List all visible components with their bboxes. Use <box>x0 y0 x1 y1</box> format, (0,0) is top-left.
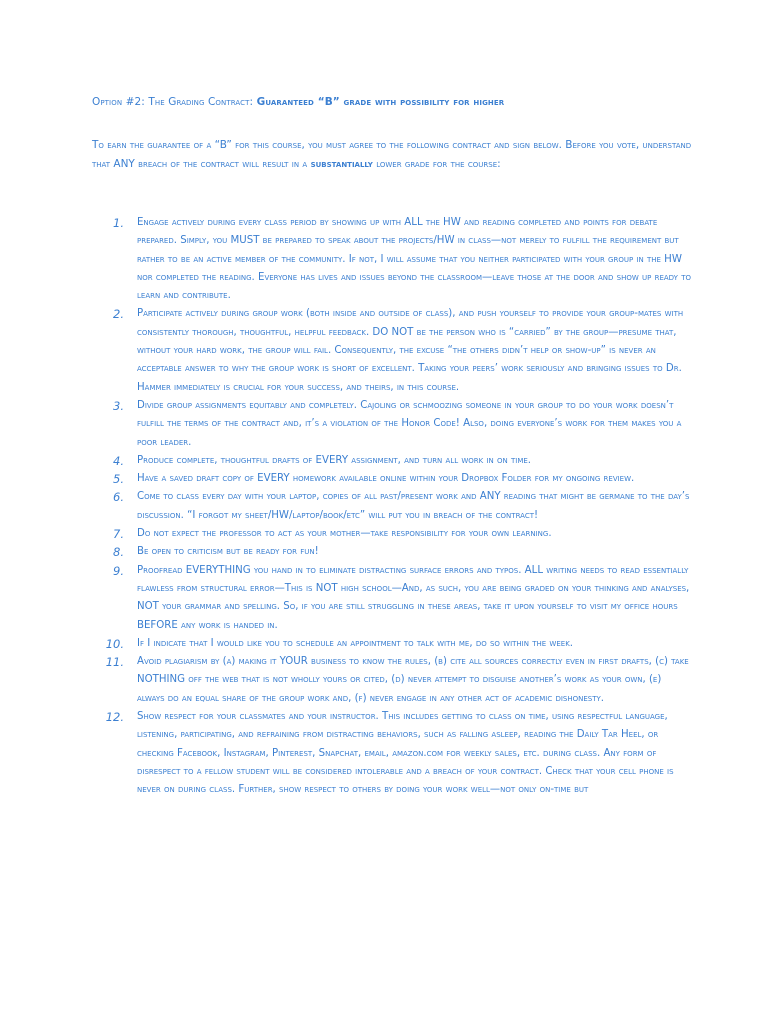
contract-term-8 <box>92 543 692 561</box>
intro-text-2: lower grade for the course: <box>376 157 501 170</box>
term-number: 1. <box>113 216 124 230</box>
term-text: Divide group assignments equitably and completely. Cajoling or schmoozing someone in your group to do your work doesn’t fulfill the terms of the contract and, it’s a violation of the Honor Code! Also, doing everyone’s work for them makes you a poor leader. <box>137 399 682 448</box>
term-number: 8. <box>113 545 124 560</box>
term-number: 11. <box>105 655 124 670</box>
term-number: 10. <box>105 636 124 651</box>
contract-term-2 <box>92 305 692 396</box>
term-number: 3. <box>113 398 124 413</box>
term-text: Come to class every day with your laptop, copies of all past/present work and ANY reading that might be germane to the day’s discussion. “I forgot my sheet/HW/laptop/book/etc” will put you in breach of the contract! <box>137 491 690 521</box>
term-text: Avoid plagiarism by (a) making it YOUR business to know the rules, (b) cite all sources correctly even in first drafts, (c) take NOTHING off the web that is not wholly yours or cited, (d) never attempt to disguise another’s work as your own, (e) always do an equal share of the group work and, (f) never engage in any other act of academic dishonesty. <box>137 656 689 704</box>
term-number: 12. <box>105 710 124 725</box>
term-number: 2. <box>113 307 124 322</box>
term-text: Have a saved draft copy of EVERY homework available online within your Dropbox Folder for my ongoing review. <box>137 473 635 485</box>
contract-term-10 <box>92 635 692 653</box>
title-prefix: Option #2: The Grading Contract: <box>92 96 254 108</box>
term-text: Participate actively during group work (both inside and outside of class), and push yourself to provide your group-mates with consistently thorough, thoughtful, helpful feedback. DO NOT be the person who is “carried” by the group—presume that, without your hard work, the group will fail. Consequently, the excuse “the others didn’t help or show-up” is never an acceptable answer to why the group work is short of excellent. Taking your peers’ work seriously and bringing issues to Dr. Hammer immediately is crucial for your success, and theirs, in this course. <box>137 308 684 393</box>
contract-term-3 <box>92 397 692 452</box>
term-text: Be open to criticism but be ready for fun! <box>137 546 319 558</box>
term-text: Do not expect the professor to act as your mother—take responsibility for your own learning. <box>137 528 552 540</box>
intro-text-1: To earn the guarantee of a “B” for this course, you must agree to the following contract and sign below. Before you vote, understand that ANY breach of the contract will result in a <box>92 139 692 170</box>
term-number: 4. <box>113 453 124 468</box>
contract-term-12 <box>92 708 692 799</box>
contract-title <box>92 96 504 108</box>
term-text: Show respect for your classmates and your instructor. This includes getting to class on time, using respectful language, listening, participating, and refraining from distracting behaviors, such as falling asleep, reading the Daily Tar Heel, or checking Facebook, Instagram, Pinterest, Snapchat, email, amazon.com for weekly sales, etc. during class. Any form of disrespect to a fellow student will be considered intolerable and a breach of your contract. Check that your cell phone is never on during class. Further, show respect to others by doing your work well—not only on-time but <box>137 711 674 796</box>
term-text: If I indicate that I would like you to schedule an appointment to talk with me, do so within the week. <box>137 637 574 649</box>
term-number: 9. <box>113 563 124 578</box>
contract-term-1 <box>92 214 692 305</box>
contract-term-11 <box>92 653 692 708</box>
contract-term-5 <box>92 470 692 488</box>
contract-terms-list <box>92 214 692 800</box>
term-number: 5. <box>113 472 124 487</box>
intro-emphasis: substantially <box>310 157 373 170</box>
intro-paragraph <box>92 136 692 173</box>
term-number: 6. <box>113 490 124 505</box>
term-text: Produce complete, thoughtful drafts of EVERY assignment, and turn all work in on time. <box>137 454 532 466</box>
term-number: 7. <box>113 527 124 542</box>
contract-term-9 <box>92 562 692 635</box>
term-text: Proofread EVERYTHING you hand in to eliminate distracting surface errors and typos. ALL writing needs to read essentially flawless from structural error—This is NOT high school—And, as such, you are being graded on your thinking and analyses, NOT your grammar and spelling. So, if you are still struggling in these areas, take it upon yourself to visit my office hours BEFORE any work is handed in. <box>137 564 690 631</box>
term-text: Engage actively during every class period by showing up with ALL the HW and reading completed and points for debate prepared. Simply, you MUST be prepared to speak about the projects/HW in class—not merely to fulfill the requirement but rather to be an active member of the community. If not, I will assume that you neither participated with your group in the HW nor completed the reading. Everyone has lives and issues beyond the classroom—leave those at the door and show up ready to learn and contribute. <box>137 217 691 302</box>
contract-term-6 <box>92 488 692 525</box>
contract-term-4 <box>92 452 692 470</box>
contract-term-7 <box>92 525 692 543</box>
title-emphasis: Guaranteed “B” grade with possibility for higher <box>256 96 505 108</box>
